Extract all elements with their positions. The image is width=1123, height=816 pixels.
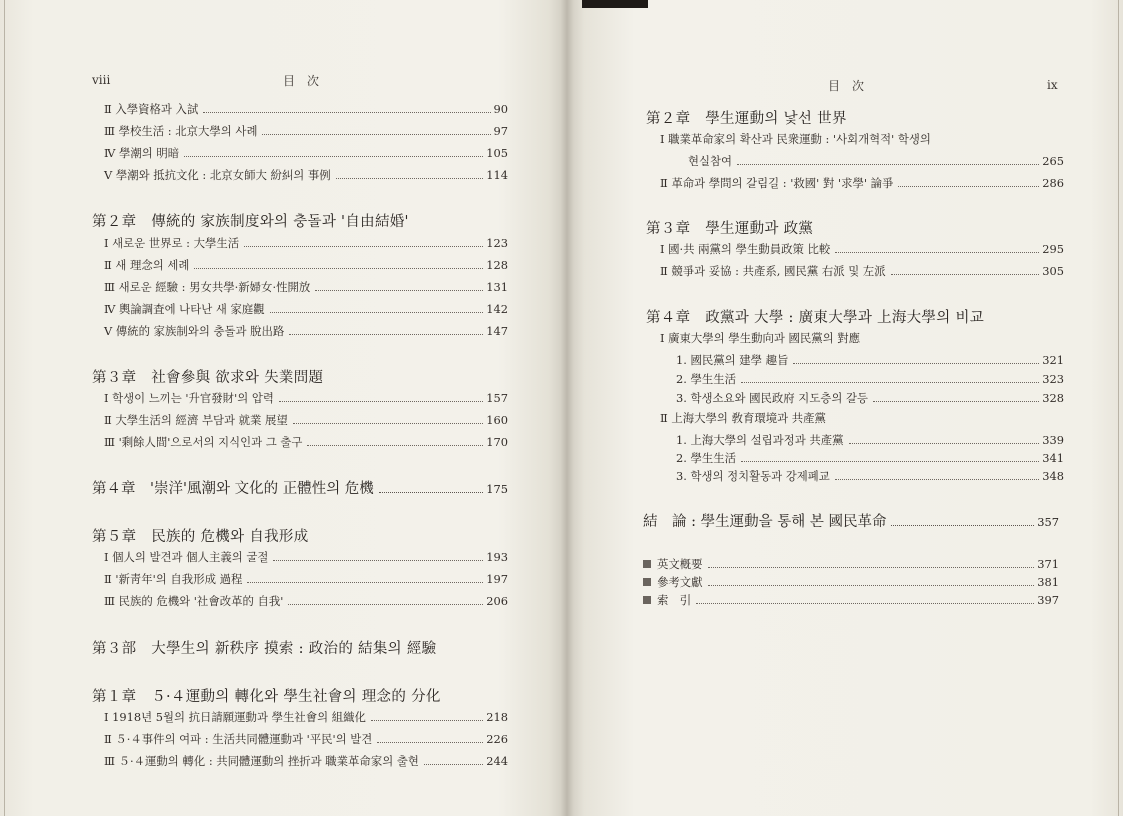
- toc-entry[interactable]: Ⅴ 學潮와 抵抗文化 : 北京女師大 紛糾의 事例 114: [104, 168, 508, 182]
- toc-entry[interactable]: Ⅳ 輿論調査에 나타난 새 家庭觀 142: [104, 302, 508, 316]
- toc-entry[interactable]: 2. 學生生活 341: [676, 451, 1064, 465]
- square-bullet-icon: [643, 560, 651, 568]
- toc-entry[interactable]: 1. 上海大學의 설립과정과 共產黨 339: [676, 433, 1064, 447]
- toc-entry[interactable]: 현실참여 265: [688, 154, 1064, 168]
- toc-entry-line[interactable]: Ⅰ 職業革命家의 확산과 民衆運動 : '사회개혁적' 학생의: [660, 132, 931, 146]
- toc-section[interactable]: Ⅱ 上海大學의 敎育環境과 共產黨: [660, 411, 826, 425]
- chapter-title[interactable]: 第２章 傳統的 家族制度와의 충돌과 '自由結婚': [92, 214, 409, 230]
- appendix-entry[interactable]: 索 引 397: [643, 592, 1059, 608]
- toc-entry[interactable]: Ⅰ 國·共 兩黨의 學生動員政策 比較 295: [660, 242, 1064, 256]
- chapter-title[interactable]: 第２章 學生運動의 낯선 世界: [646, 111, 847, 127]
- toc-entry[interactable]: Ⅱ 大學生活의 經濟 부담과 就業 展望 160: [104, 413, 508, 427]
- toc-entry[interactable]: Ⅱ 入學資格과 入試 90: [104, 102, 508, 116]
- toc-entry[interactable]: 3. 학생의 정치활동과 강제폐교 348: [676, 469, 1064, 483]
- square-bullet-icon: [643, 596, 651, 604]
- toc-entry[interactable]: 2. 學生生活 323: [676, 372, 1064, 386]
- toc-entry[interactable]: Ⅱ '新靑年'의 自我形成 過程 197: [104, 572, 508, 586]
- toc-section[interactable]: Ⅰ 廣東大學의 學生動向과 國民黨의 對應: [660, 331, 861, 345]
- toc-entry[interactable]: Ⅱ 革命과 學問의 갈림길 : '救國' 對 '求學' 論爭 286: [660, 176, 1064, 190]
- chapter-title[interactable]: 第３章 學生運動과 政黨: [646, 221, 814, 237]
- toc-entry[interactable]: Ⅱ ５·４事件의 여파 : 生活共同體運動과 '平民'의 발견 226: [104, 732, 508, 746]
- running-header: 目 次: [828, 79, 865, 93]
- toc-entry[interactable]: Ⅰ 새로운 世界로 : 大學生活 123: [104, 236, 508, 250]
- toc-entry[interactable]: Ⅲ 學校生活 : 北京大學의 사례 97: [104, 124, 508, 138]
- part-title[interactable]: 第３部 大學生의 新秩序 摸索 : 政治的 結集의 經驗: [92, 641, 437, 657]
- chapter-title[interactable]: 第５章 民族的 危機와 自我形成: [92, 529, 309, 545]
- running-header: 目 次: [283, 74, 320, 88]
- chapter-title[interactable]: 第４章 政黨과 大學 : 廣東大學과 上海大學의 비교: [646, 310, 985, 326]
- appendix-entry[interactable]: 英文槪要 371: [643, 556, 1059, 572]
- square-bullet-icon: [643, 578, 651, 586]
- toc-entry[interactable]: 3. 학생소요와 國民政府 지도층의 갈등 328: [676, 391, 1064, 405]
- toc-entry[interactable]: Ⅴ 傳統的 家族制와의 충돌과 脫出路 147: [104, 324, 508, 338]
- conclusion-entry[interactable]: 結 論 : 學生運動을 통해 본 國民革命 357: [643, 514, 1059, 530]
- appendix-entry[interactable]: 參考文獻 381: [643, 574, 1059, 590]
- page-number: viii: [92, 73, 111, 87]
- book-spine: [560, 0, 574, 816]
- toc-entry[interactable]: Ⅲ 새로운 經驗 : 男女共學·新婦女·性開放 131: [104, 280, 508, 294]
- toc-entry[interactable]: 1. 國民黨의 建學 趣旨 321: [676, 353, 1064, 367]
- chapter-title[interactable]: 第３章 社會參與 欲求와 失業問題: [92, 370, 324, 386]
- toc-entry[interactable]: Ⅱ 競爭과 妥協 : 共產系, 國民黨 右派 및 左派 305: [660, 264, 1064, 278]
- toc-entry[interactable]: Ⅳ 學潮의 明暗 105: [104, 146, 508, 160]
- ribbon-marker: [582, 0, 648, 8]
- toc-entry[interactable]: Ⅱ 새 理念의 세례 128: [104, 258, 508, 272]
- page-number: ix: [1047, 78, 1058, 92]
- toc-entry[interactable]: Ⅲ ５·４運動의 轉化 : 共同體運動의 挫折과 職業革命家의 출현 244: [104, 754, 508, 768]
- toc-entry[interactable]: Ⅰ 1918년 5월의 抗日請願運動과 學生社會의 組織化 218: [104, 710, 508, 724]
- chapter-entry[interactable]: 第４章 '崇洋'風潮와 文化的 正體性의 危機 175: [92, 481, 508, 497]
- toc-entry[interactable]: Ⅰ 個人의 발견과 個人主義의 굴절 193: [104, 550, 508, 564]
- toc-entry[interactable]: Ⅲ '剩餘人間'으로서의 지식인과 그 출구 170: [104, 435, 508, 449]
- toc-entry[interactable]: Ⅰ 학생이 느끼는 '升官發財'의 압력 157: [104, 391, 508, 405]
- chapter-title[interactable]: 第１章 ５·４運動의 轉化와 學生社會의 理念的 分化: [92, 689, 441, 705]
- page-edge: [1118, 0, 1119, 816]
- toc-entry[interactable]: Ⅲ 民族的 危機와 '社會改革的 自我' 206: [104, 594, 508, 608]
- page-edge: [4, 0, 5, 816]
